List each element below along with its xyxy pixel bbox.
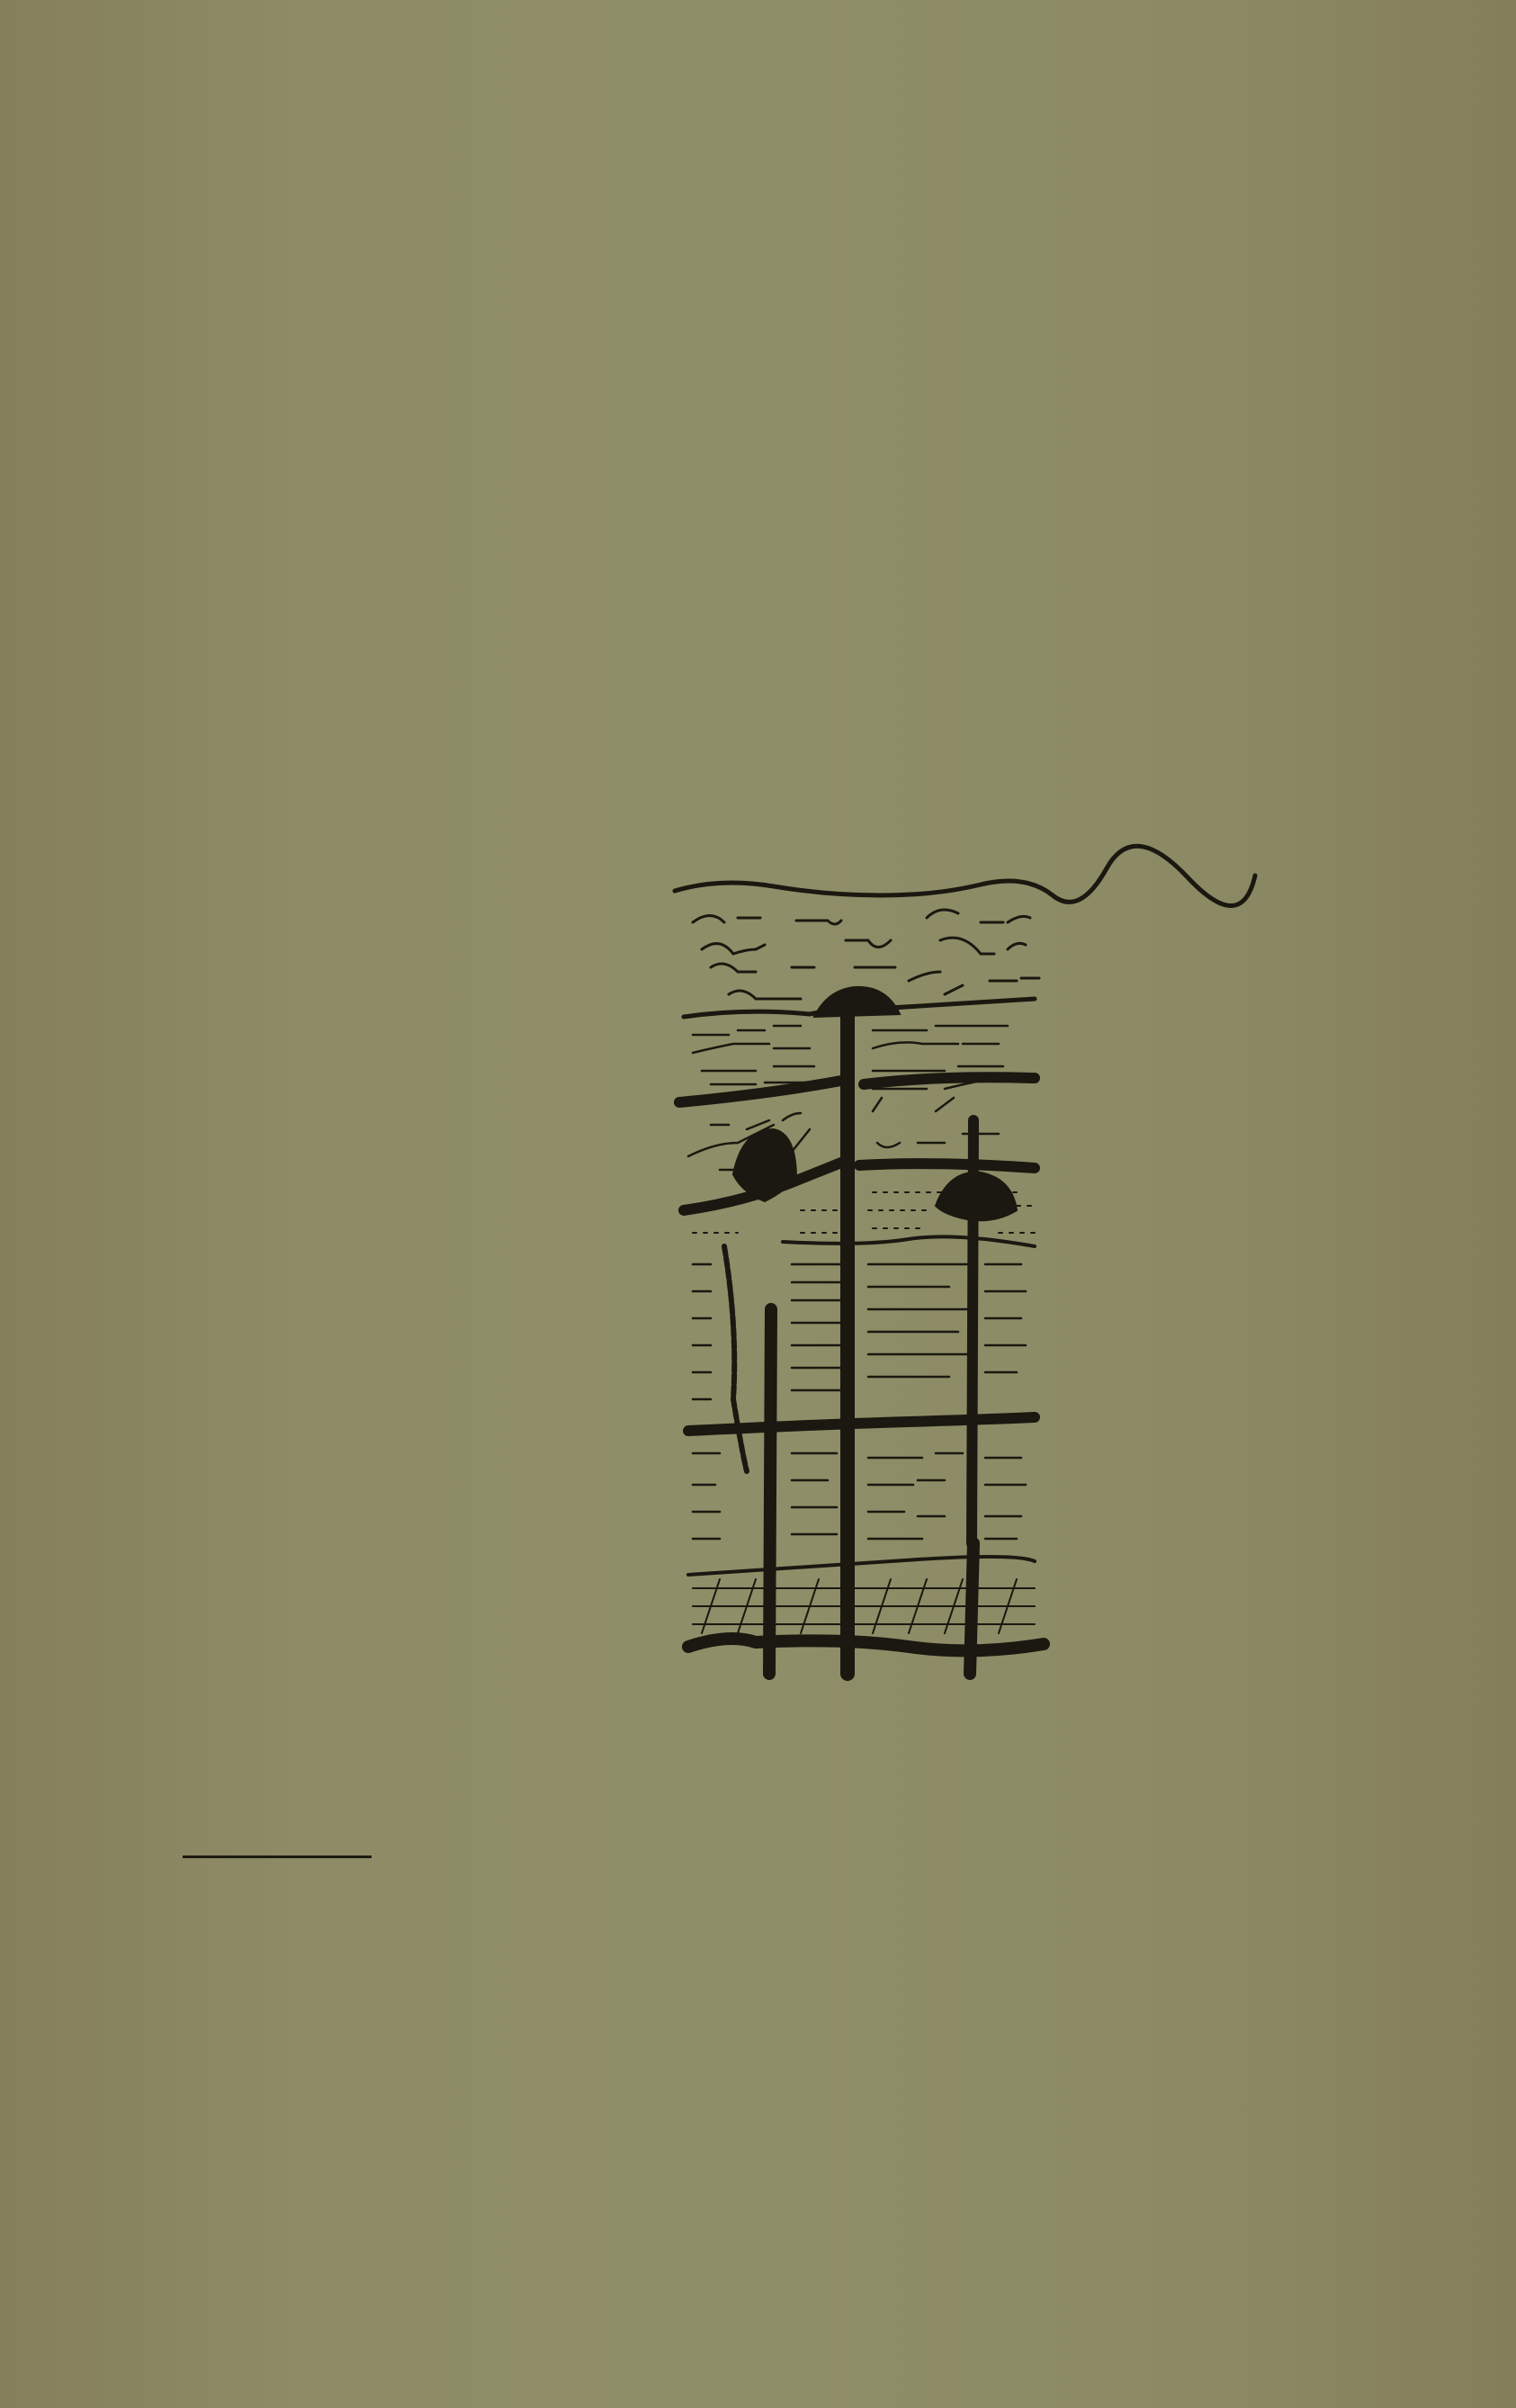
layer-6-crosshatch bbox=[693, 1579, 1035, 1633]
dike-a bbox=[769, 1309, 771, 1674]
ore-vein-k bbox=[688, 1417, 1035, 1431]
intrusion-c-cap bbox=[936, 1173, 1017, 1220]
boundary-5-6 bbox=[688, 1557, 1035, 1575]
cross-section-drawing bbox=[639, 823, 1359, 1714]
intrusion-b-cap bbox=[814, 987, 900, 1017]
intrusion-f-vein bbox=[724, 1246, 747, 1471]
boundary-p-4 bbox=[783, 1236, 1035, 1246]
figure-1-cross-section bbox=[639, 823, 1359, 1714]
surface-line bbox=[675, 846, 1255, 905]
footnote-rule bbox=[183, 1855, 372, 1858]
ore-vein-e bbox=[688, 1639, 1044, 1650]
layer-1-hatching bbox=[693, 910, 1039, 999]
ore-vein-j bbox=[679, 1077, 1035, 1102]
